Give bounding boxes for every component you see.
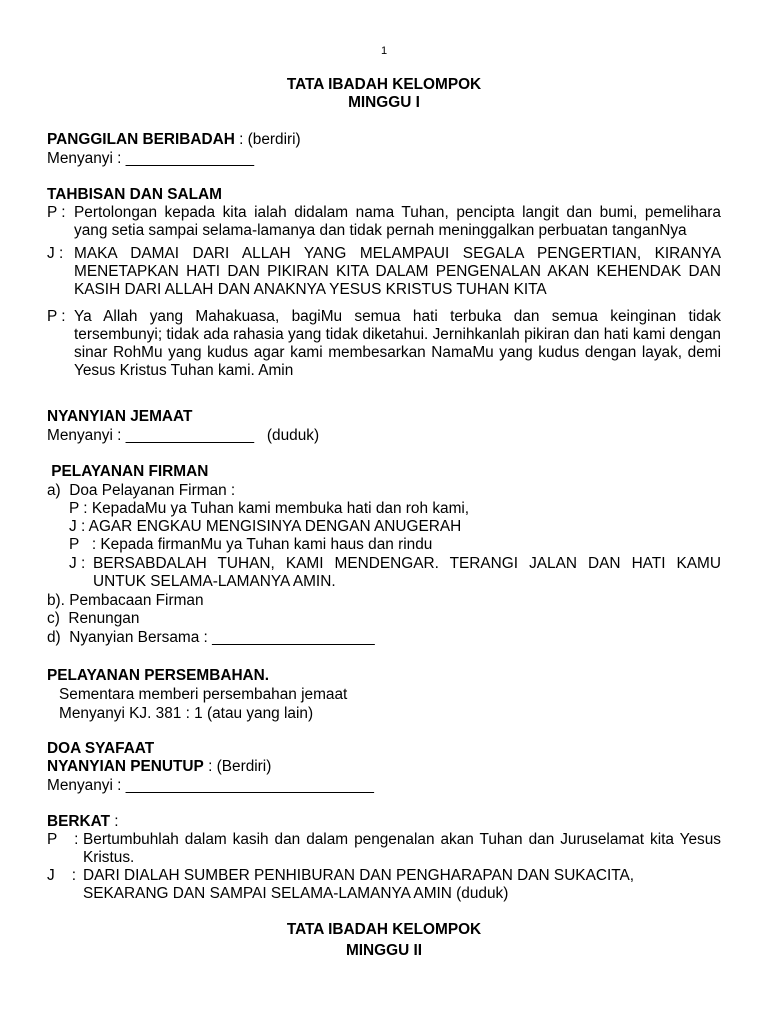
berkat-heading: BERKAT (47, 813, 110, 830)
tahbisan-p1 (47, 204, 721, 240)
firman-a-p1: P : KepadaMu ya Tuhan kami membuka hati dan roh kami, (69, 500, 470, 517)
penutup-heading: NYANYIAN PENUTUP (47, 758, 204, 775)
title-line-2: MINGGU I (348, 94, 420, 111)
tahbisan-j1-label: J : (47, 245, 64, 262)
tahbisan-j1-text: MAKA DAMAI DARI ALLAH YANG MELAMPAUI SEGALA PENGERTIAN, KIRANYA MENETAPKAN HATI DAN PIKIRAN KITA DALAM PENGENALAN AKAN KEHENDAK DAN KASIH DARI ALLAH DAN ANAKNYA YESUS KRISTUS TUHAN KITA (74, 245, 721, 298)
panggilan-line: Menyanyi : _______________ (47, 150, 255, 167)
berkat-j (47, 867, 721, 903)
tahbisan-heading: TAHBISAN DAN SALAM (47, 186, 222, 203)
nyanyian-jemaat-line: Menyanyi : _______________ (duduk) (47, 427, 320, 444)
firman-a-j1: J : AGAR ENGKAU MENGISINYA DENGAN ANUGERAH (69, 518, 462, 535)
berkat-j-text: DARI DIALAH SUMBER PENHIBURAN DAN PENGHARAPAN DAN SUKACITA, SEKARANG DAN SAMPAI SELAMA-LAMANYA AMIN (duduk) (83, 867, 635, 902)
berkat-j-label: J : (47, 867, 77, 884)
panggilan-heading: PANGGILAN BERIBADAH (47, 131, 235, 148)
firman-item-a: a) Doa Pelayanan Firman : (47, 482, 236, 499)
persembahan-heading: PELAYANAN PERSEMBAHAN. (47, 667, 270, 684)
firman-item-d: d) Nyanyian Bersama : ___________________ (47, 629, 375, 646)
tahbisan-p2-label: P : (47, 308, 66, 325)
nyanyian-jemaat-heading: NYANYIAN JEMAAT (47, 408, 193, 425)
penutup-heading-row (47, 758, 721, 776)
firman-a-j2-text: BERSABDALAH TUHAN, KAMI MENDENGAR. TERANGI JALAN DAN HATI KAMU UNTUK SELAMA-LAMANYA AMIN. (93, 555, 721, 590)
berkat-p-text: Bertumbuhlah dalam kasih dan dalam pengenalan akan Tuhan dan Juruselamat kita Yesus Kristus. (83, 831, 721, 866)
doa-syafaat-heading: DOA SYAFAAT (47, 740, 155, 757)
penutup-note: : (Berdiri) (203, 758, 272, 775)
panggilan-heading-row (47, 131, 721, 149)
tahbisan-p2-text: Ya Allah yang Mahakuasa, bagiMu semua hati terbuka dan semua keinginan tidak tersembunyi; tidak ada rahasia yang tidak diketahui. Jernihkanlah pikiran dan hati kami dengan sinar RohMu yang kudus agar kami membesarkan NamaMu yang kudus dengan layak, demi Yesus Kristus Tuhan kami. Amin (74, 308, 721, 379)
title2-line-2: MINGGU II (345, 942, 423, 959)
page-number: 1 (380, 45, 388, 57)
firman-a-j2 (69, 555, 721, 591)
berkat-p (47, 831, 721, 867)
pelayanan-firman-heading: PELAYANAN FIRMAN (47, 463, 209, 480)
panggilan-note: : (berdiri) (234, 131, 301, 148)
tahbisan-p1-text: Pertolongan kepada kita ialah didalam nama Tuhan, pencipta langit dan bumi, pemelihara yang setia sampai selama-lamanya dan tidak pernah meninggalkan perbuatan tanganNya (74, 204, 721, 239)
penutup-line: Menyanyi : _____________________________ (47, 777, 374, 794)
firman-item-b: b). Pembacaan Firman (47, 592, 204, 609)
berkat-heading-row (47, 813, 721, 831)
firman-a-p2: P : Kepada firmanMu ya Tuhan kami haus dan rindu (69, 536, 433, 553)
firman-a-j2-label: J : (69, 555, 86, 572)
title2-line-1: TATA IBADAH KELOMPOK (286, 921, 482, 938)
persembahan-line-1: Sementara memberi persembahan jemaat (59, 686, 348, 703)
berkat-colon: : (109, 813, 119, 830)
title-line-1: TATA IBADAH KELOMPOK (286, 76, 482, 93)
persembahan-line-2: Menyanyi KJ. 381 : 1 (atau yang lain) (59, 705, 314, 722)
firman-item-c: c) Renungan (47, 610, 140, 627)
tahbisan-j1 (47, 245, 721, 299)
tahbisan-p2 (47, 308, 721, 380)
tahbisan-p1-label: P : (47, 204, 66, 221)
berkat-p-label: P : (47, 831, 79, 848)
